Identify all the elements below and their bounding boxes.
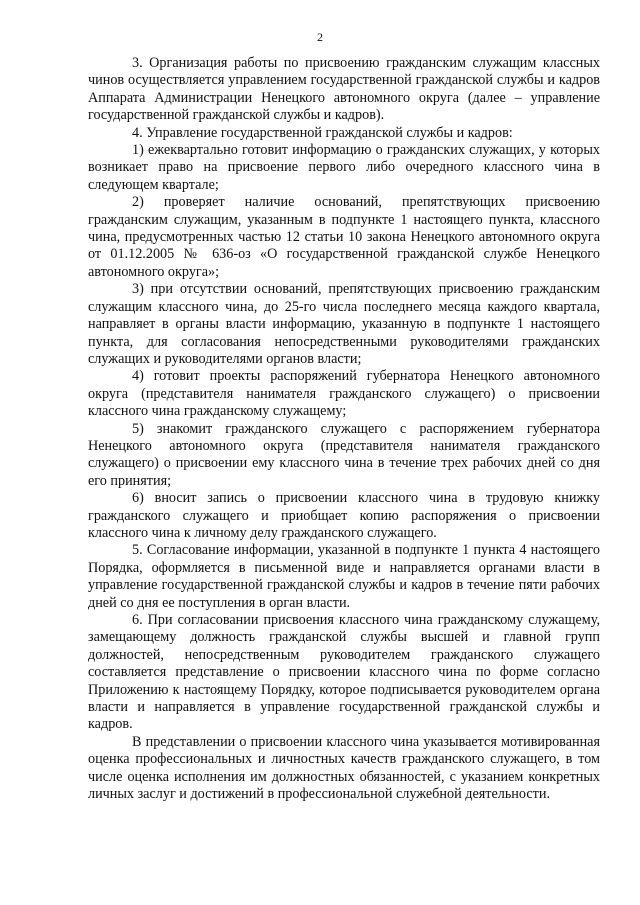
paragraph-4-item-2: 2) проверяет наличие оснований, препятствующих присвоению гражданским служащим, указанным в подпункте 1 настоящего пункта, классного чина, предусмотренных частью 12 статьи 10 закона Ненецкого автономного округа от 01.12.2005 № 636-оз «О государственной гражданской службе Ненецкого автономного округа»; xyxy=(88,194,600,280)
document-body xyxy=(88,55,600,803)
paragraph-3: 3. Организация работы по присвоению гражданским служащим классных чинов осуществляется управлением государственной гражданской службы и кадров Аппарата Администрации Ненецкого автономного округа (далее – управление государственной гражданской службы и кадров). xyxy=(88,55,600,124)
paragraph-4-item-5: 5) знакомит гражданского служащего с распоряжением губернатора Ненецкого автономного округа (представителя нанимателя гражданского служащего) о присвоении ему классного чина в течение трех рабочих дней со дня его принятия; xyxy=(88,420,600,489)
paragraph-4-item-1: 1) ежеквартально готовит информацию о гражданских служащих, у которых возникает право на присвоение первого либо очередного классного чина в следующем квартале; xyxy=(88,142,600,193)
paragraph-6: 6. При согласовании присвоения классного чина гражданскому служащему, замещающему должность гражданской службы высшей и главной групп должностей, непосредственным руководителем гражданского служащего составляется представление о присвоении классного чина по форме согласно Приложению к настоящему Порядку, которое подписывается руководителем органа власти и направляется в управление государственной гражданской службы и кадров. xyxy=(88,612,600,733)
paragraph-5: 5. Согласование информации, указанной в подпункте 1 пункта 4 настоящего Порядка, оформляется в письменной виде и направляется органами власти в управление государственной гражданской службы и кадров в течение пяти рабочих дней со дня ее поступления в орган власти. xyxy=(88,542,600,611)
paragraph-4-item-3: 3) при отсутствии оснований, препятствующих присвоению гражданским служащим классного чина, до 25-го числа последнего месяца каждого квартала, направляет в органы власти информацию, указанную в подпункте 1 настоящего пункта, для согласования непосредственными руководителями гражданских служащих и руководителями органов власти; xyxy=(88,281,600,367)
paragraph-4: 4. Управление государственной гражданской службы и кадров: xyxy=(132,124,513,141)
page-number: 2 xyxy=(317,30,323,44)
paragraph-4-item-4: 4) готовит проекты распоряжений губернатора Ненецкого автономного округа (представителя нанимателя гражданского служащего) о присвоении классного чина гражданскому служащему; xyxy=(88,368,600,420)
paragraph-6-continuation: В представлении о присвоении классного чина указывается мотивированная оценка профессиональных и личностных качеств гражданского служащего, в том числе оценка исполнения им должностных обязанностей, с указанием конкретных личных заслуг и достижений в профессиональной служебной деятельности. xyxy=(88,733,600,803)
paragraph-4-item-6: 6) вносит запись о присвоении классного чина в трудовую книжку гражданского служащего и приобщает копию распоряжения о присвоении классного чина к личному делу гражданского служащего. xyxy=(88,490,600,541)
